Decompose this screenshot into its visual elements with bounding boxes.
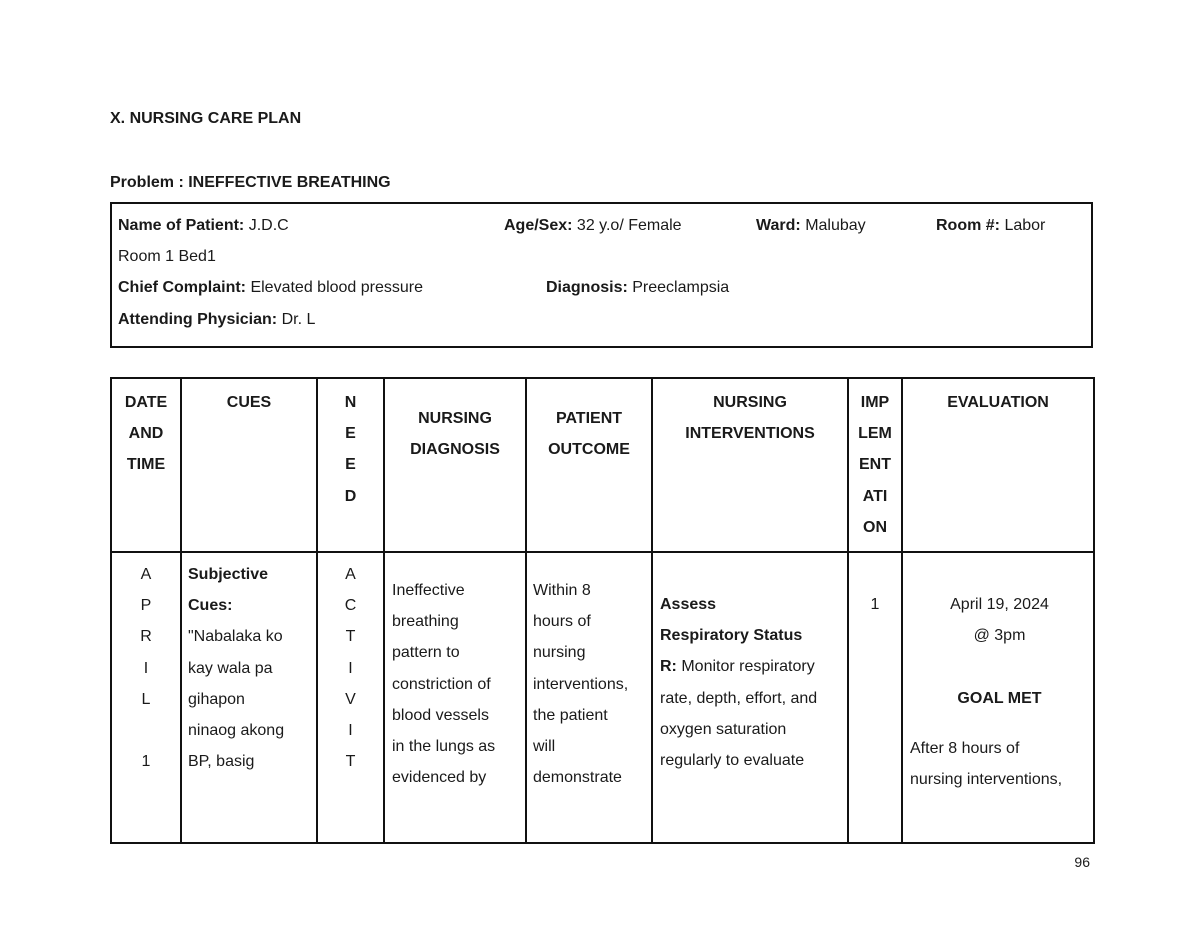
- chief-complaint-value: Elevated blood pressure: [250, 279, 424, 296]
- diagnosis-text-line: Ineffective: [392, 582, 465, 599]
- patient-name-line: [118, 216, 289, 236]
- cell-cues: [181, 552, 317, 843]
- diagnosis-text-line: blood vessels: [392, 706, 489, 724]
- cues-text-line: gihapon: [188, 690, 245, 708]
- patient-room-continuation: Room 1 Bed1: [118, 248, 216, 265]
- header-cues-label: CUES: [226, 394, 272, 411]
- header-diagnosis-line: DIAGNOSIS: [410, 441, 500, 459]
- header-need-letter: E: [345, 456, 356, 474]
- cell-patient-outcome: [526, 552, 652, 843]
- interventions-rationale-first-line: [660, 651, 843, 682]
- evaluation-spacer: [910, 651, 1089, 682]
- implementation-number: 1: [870, 596, 880, 613]
- header-implementation-line: ATI: [862, 487, 888, 505]
- page-number: 96: [1074, 854, 1090, 870]
- header-need-letter: E: [345, 425, 356, 443]
- chief-complaint-label: Chief Complaint:: [118, 279, 246, 296]
- cell-need: [317, 552, 384, 843]
- patient-ward-value: Malubay: [805, 217, 866, 234]
- header-patient-outcome: [526, 378, 652, 552]
- cues-text-line: BP, basig: [188, 753, 255, 771]
- date-letter: 1: [141, 753, 151, 771]
- cell-date: [111, 552, 181, 843]
- diagnosis-text-line: in the lungs as: [392, 738, 496, 756]
- physician-label: Attending Physician:: [118, 311, 278, 328]
- patient-age-line: [504, 216, 682, 236]
- patient-ward-line: [756, 216, 866, 236]
- header-date-line: TIME: [126, 456, 166, 474]
- interventions-text-line: regularly to evaluate: [660, 752, 805, 770]
- patient-name-label: Name of Patient:: [118, 217, 245, 234]
- header-outcome-line: OUTCOME: [548, 441, 630, 459]
- date-letter: R: [140, 628, 152, 646]
- header-interventions-line: INTERVENTIONS: [685, 425, 815, 443]
- cues-text-line: kay wala pa: [188, 659, 273, 677]
- header-nursing-interventions: [652, 378, 848, 552]
- evaluation-time: @ 3pm: [973, 627, 1026, 645]
- header-evaluation: [902, 378, 1094, 552]
- evaluation-status: GOAL MET: [957, 689, 1042, 707]
- interventions-text-line: oxygen saturation: [660, 720, 787, 738]
- header-cues: [181, 378, 317, 552]
- evaluation-text-line: After 8 hours of: [910, 739, 1020, 757]
- chief-complaint-line: [118, 278, 423, 298]
- patient-name-value: J.D.C: [248, 217, 289, 234]
- header-implementation-line: LEM: [858, 425, 892, 443]
- header-date-time: [111, 378, 181, 552]
- date-letter: I: [143, 659, 149, 677]
- diagnosis-text-line: constriction of: [392, 675, 491, 693]
- header-diagnosis-line: NURSING: [418, 410, 492, 427]
- interventions-text-line: rate, depth, effort, and: [660, 689, 818, 707]
- patient-room-line: [936, 216, 1045, 236]
- header-implementation-line: IMP: [860, 394, 890, 411]
- nursing-care-plan-table: [110, 377, 1095, 844]
- page-title: X. NURSING CARE PLAN: [110, 110, 302, 127]
- diagnosis-line: [546, 278, 729, 298]
- cues-heading-line: Cues:: [188, 597, 233, 615]
- patient-room-label: Room #:: [936, 217, 1000, 234]
- rationale-label: R:: [660, 658, 677, 676]
- need-letter: C: [344, 597, 357, 615]
- header-implementation-line: ENT: [859, 456, 891, 474]
- header-nursing-diagnosis: [384, 378, 526, 552]
- cell-nursing-interventions: [652, 552, 848, 843]
- header-interventions-line: NURSING: [713, 394, 787, 411]
- physician-line: [118, 310, 315, 330]
- header-outcome-line: PATIENT: [555, 410, 623, 427]
- diagnosis-text-line: pattern to: [392, 644, 460, 662]
- need-letter: I: [348, 659, 353, 677]
- outcome-text-line: hours of: [533, 613, 591, 631]
- cell-implementation: [848, 552, 902, 843]
- patient-room-value: Labor: [1004, 217, 1046, 234]
- need-letter: A: [345, 566, 356, 583]
- problem-heading: Problem : INEFFECTIVE BREATHING: [110, 174, 391, 191]
- outcome-text-line: nursing: [533, 644, 586, 662]
- cues-heading-line: Subjective: [188, 566, 269, 583]
- header-need: [317, 378, 384, 552]
- cues-text-line: "Nabalaka ko: [188, 628, 283, 646]
- outcome-text-line: the patient: [533, 706, 608, 724]
- patient-age-value: 32 y.o/ Female: [576, 217, 682, 234]
- diagnosis-text-line: evidenced by: [392, 769, 487, 787]
- date-letter: L: [141, 690, 151, 708]
- header-implementation-line: ON: [863, 518, 887, 536]
- outcome-text-line: demonstrate: [533, 769, 622, 787]
- physician-value: Dr. L: [281, 311, 316, 328]
- diagnosis-value: Preeclampsia: [632, 279, 730, 296]
- header-evaluation-label: EVALUATION: [947, 394, 1049, 411]
- outcome-text-line: interventions,: [533, 675, 629, 693]
- interventions-heading-line: Assess: [660, 596, 717, 613]
- date-letter: A: [140, 566, 152, 583]
- interventions-heading-line: Respiratory Status: [660, 627, 803, 645]
- evaluation-date: April 19, 2024: [950, 596, 1049, 613]
- interventions-text: Monitor respiratory: [681, 658, 815, 676]
- table-row: [111, 552, 1094, 843]
- need-letter: T: [345, 753, 356, 771]
- cell-nursing-diagnosis: [384, 552, 526, 843]
- outcome-text-line: Within 8: [533, 582, 591, 599]
- header-need-letter: N: [344, 394, 357, 411]
- need-letter: T: [345, 628, 356, 646]
- cell-evaluation: [902, 552, 1094, 843]
- diagnosis-text-line: breathing: [392, 613, 459, 631]
- header-date-line: DATE: [124, 394, 168, 411]
- header-need-letter: D: [344, 487, 357, 505]
- header-date-line: AND: [128, 425, 164, 443]
- cues-text-line: ninaog akong: [188, 722, 285, 740]
- patient-ward-label: Ward:: [756, 217, 801, 234]
- patient-info-box: [110, 202, 1093, 348]
- date-letter: P: [140, 597, 152, 615]
- need-letter: V: [345, 690, 356, 708]
- evaluation-text-line: nursing interventions,: [910, 771, 1063, 788]
- outcome-text-line: will: [533, 738, 556, 756]
- patient-age-label: Age/Sex:: [504, 217, 573, 234]
- need-letter: I: [348, 722, 353, 740]
- date-spacer: [112, 715, 180, 746]
- table-header-row: [111, 378, 1094, 552]
- diagnosis-label: Diagnosis:: [546, 279, 628, 296]
- header-implementation: [848, 378, 902, 552]
